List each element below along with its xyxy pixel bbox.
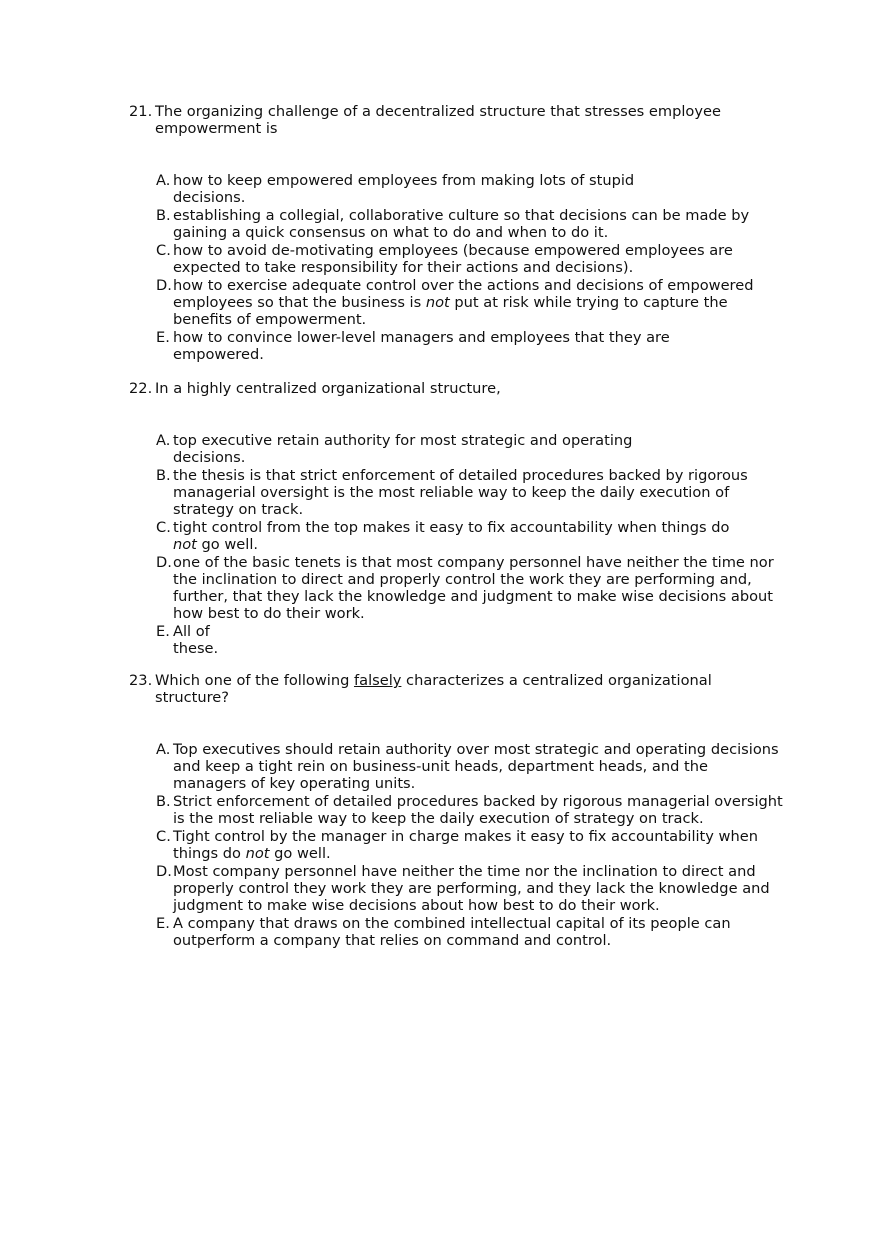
choice-line: managerial oversight is the most reliable way to keep the daily execution of: [173, 484, 730, 501]
question-22: [129, 380, 789, 658]
choice-letter: C.: [156, 519, 171, 536]
question-text: In a highly centralized organizational structure,: [155, 380, 501, 397]
underlined-keyword: falsely: [353, 672, 402, 689]
choice-text: employees so that the business is: [173, 294, 426, 311]
choice-line: Strict enforcement of detailed procedures backed by rigorous managerial oversight: [173, 793, 783, 810]
choice-line: [173, 294, 789, 311]
choice-text: go well.: [196, 536, 259, 553]
choice-line: benefits of empowerment.: [173, 311, 367, 328]
choice-b[interactable]: [156, 207, 789, 241]
choice-letter: E.: [156, 329, 170, 346]
choice-e[interactable]: [156, 623, 789, 657]
emphasis-text: not: [173, 536, 197, 553]
choice-text: things do: [173, 845, 246, 862]
choice-a[interactable]: [156, 741, 789, 792]
choice-d[interactable]: [156, 277, 789, 328]
choice-line: how to convince lower-level managers and employees that they are: [173, 329, 670, 346]
choice-line: decisions.: [173, 449, 246, 466]
choice-line: establishing a collegial, collaborative culture so that decisions can be made by: [173, 207, 750, 224]
question-number: 21.: [129, 103, 153, 120]
question-text: [155, 672, 789, 689]
choice-line: tight control from the top makes it easy to fix accountability when things do: [173, 519, 730, 536]
choice-d[interactable]: [156, 863, 789, 914]
choice-line: managers of key operating units.: [173, 775, 416, 792]
choice-line: outperform a company that relies on command and control.: [173, 932, 612, 949]
answer-choices: [156, 172, 789, 363]
question-number: 22.: [129, 380, 153, 397]
choice-line: All of: [173, 623, 210, 640]
choice-line: empowered.: [173, 346, 264, 363]
choice-line: these.: [173, 640, 219, 657]
choice-letter: C.: [156, 828, 171, 845]
choice-line: A company that draws on the combined intellectual capital of its people can: [173, 915, 731, 932]
choice-text: put at risk while trying to capture the: [449, 294, 728, 311]
choice-letter: B.: [156, 207, 171, 224]
choice-e[interactable]: [156, 329, 789, 363]
choice-letter: D.: [156, 277, 172, 294]
choice-e[interactable]: [156, 915, 789, 949]
choice-line: the thesis is that strict enforcement of detailed procedures backed by rigorous: [173, 467, 748, 484]
choice-line: the inclination to direct and properly control the work they are performing and,: [173, 571, 752, 588]
choice-line: how to avoid de-motivating employees (because empowered employees are: [173, 242, 733, 259]
choice-text: go well.: [269, 845, 331, 862]
choice-letter: A.: [156, 741, 171, 758]
choice-d[interactable]: [156, 554, 789, 622]
question-number: 23.: [129, 672, 153, 689]
choice-letter: E.: [156, 623, 170, 640]
choice-c[interactable]: [156, 242, 789, 276]
choice-line: gaining a quick consensus on what to do and when to do it.: [173, 224, 609, 241]
choice-line: Top executives should retain authority over most strategic and operating decisions: [173, 741, 779, 758]
choice-b[interactable]: [156, 793, 789, 827]
choice-line: properly control they work they are performing, and they lack the knowledge and: [173, 880, 770, 897]
answer-choices: [156, 741, 789, 949]
choice-letter: B.: [156, 793, 171, 810]
choice-line: expected to take responsibility for their actions and decisions).: [173, 259, 634, 276]
choice-c[interactable]: [156, 519, 789, 553]
emphasis-text: not: [425, 294, 450, 311]
choice-line: further, that they lack the knowledge and judgment to make wise decisions about: [173, 588, 774, 605]
choice-line: how to keep empowered employees from making lots of stupid: [173, 172, 635, 189]
question-text-line: structure?: [155, 689, 229, 706]
choice-line: judgment to make wise decisions about how best to do their work.: [173, 897, 660, 914]
choice-letter: A.: [156, 432, 171, 449]
choice-letter: D.: [156, 554, 172, 571]
choice-letter: D.: [156, 863, 172, 880]
choice-line: one of the basic tenets is that most company personnel have neither the time nor: [173, 554, 774, 571]
choice-line: is the most reliable way to keep the daily execution of strategy on track.: [173, 810, 704, 827]
choice-letter: B.: [156, 467, 171, 484]
choice-letter: A.: [156, 172, 171, 189]
choice-line: Tight control by the manager in charge makes it easy to fix accountability when: [173, 828, 758, 845]
choice-letter: C.: [156, 242, 171, 259]
question-stem: [129, 672, 789, 706]
question-21: [129, 103, 789, 364]
choice-line: [173, 536, 789, 553]
choice-c[interactable]: [156, 828, 789, 862]
emphasis-text: not: [245, 845, 270, 862]
choice-line: [173, 845, 789, 862]
question-stem: [129, 380, 789, 397]
question-stem: [129, 103, 789, 137]
choice-line: top executive retain authority for most strategic and operating: [173, 432, 633, 449]
choice-a[interactable]: [156, 172, 789, 206]
choice-line: how best to do their work.: [173, 605, 365, 622]
choice-line: and keep a tight rein on business-unit heads, department heads, and the: [173, 758, 708, 775]
question-23: [129, 672, 789, 950]
choice-a[interactable]: [156, 432, 789, 466]
choice-line: strategy on track.: [173, 501, 304, 518]
question-text-part: Which one of the following: [155, 672, 354, 689]
choice-line: decisions.: [173, 189, 246, 206]
choice-b[interactable]: [156, 467, 789, 518]
question-text: The organizing challenge of a decentralized structure that stresses employee empowerment is: [155, 103, 721, 137]
choice-line: how to exercise adequate control over the actions and decisions of empowered: [173, 277, 754, 294]
question-text-part: characterizes a centralized organizational: [401, 672, 712, 689]
choice-line: Most company personnel have neither the time nor the inclination to direct and: [173, 863, 756, 880]
answer-choices: [156, 432, 789, 657]
choice-letter: E.: [156, 915, 170, 932]
